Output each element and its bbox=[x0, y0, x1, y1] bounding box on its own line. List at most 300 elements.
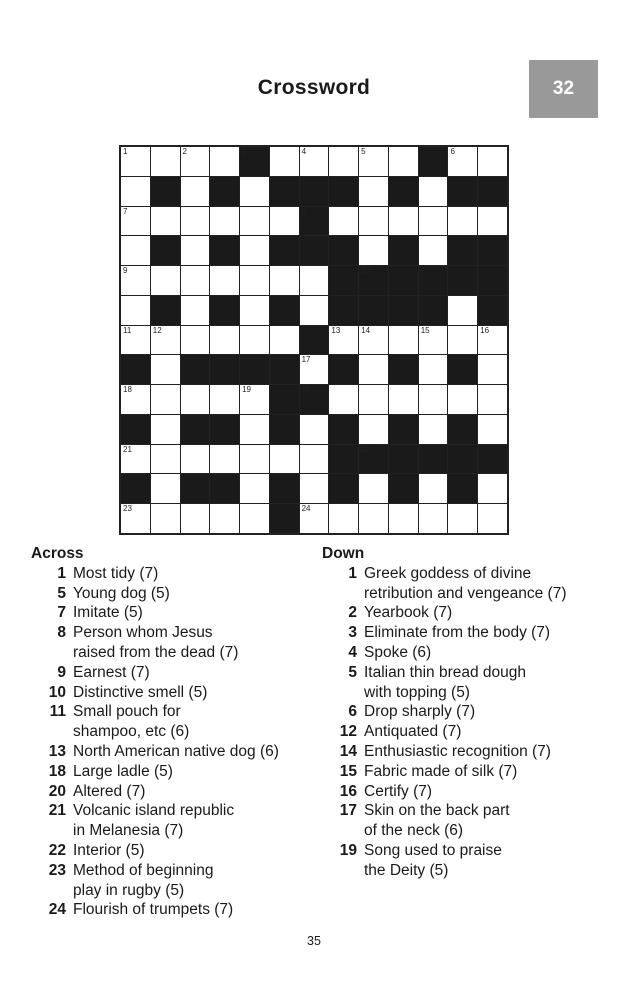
clue-line: Skin on the back part bbox=[364, 802, 510, 820]
clue-text bbox=[364, 841, 622, 881]
clue-line: Most tidy (7) bbox=[73, 564, 159, 582]
black-square bbox=[359, 266, 388, 295]
clue-line: Eliminate from the body (7) bbox=[364, 624, 551, 642]
down-clue bbox=[322, 564, 622, 604]
clue-line: Method of beginning bbox=[73, 861, 214, 879]
grid-cell[interactable] bbox=[181, 236, 210, 265]
clue-line: raised from the dead (7) bbox=[73, 643, 239, 661]
clue-text bbox=[364, 762, 622, 782]
black-square bbox=[121, 474, 150, 503]
grid-cell[interactable] bbox=[300, 266, 329, 295]
clue-number: 17 bbox=[339, 802, 357, 820]
grid-cell[interactable] bbox=[121, 207, 150, 236]
crossword-grid bbox=[119, 145, 509, 535]
grid-cell[interactable] bbox=[300, 474, 329, 503]
black-square bbox=[419, 147, 448, 176]
down-clue bbox=[322, 603, 622, 623]
black-square bbox=[151, 236, 180, 265]
grid-cell[interactable] bbox=[181, 385, 210, 414]
grid-cell[interactable] bbox=[359, 147, 388, 176]
grid-cell[interactable] bbox=[240, 207, 269, 236]
grid-cell[interactable] bbox=[151, 207, 180, 236]
grid-cell[interactable] bbox=[270, 445, 299, 474]
grid-cell[interactable] bbox=[210, 266, 239, 295]
clue-number: 19 bbox=[339, 841, 357, 859]
clue-number: 15 bbox=[339, 762, 357, 780]
clue-line: Drop sharply (7) bbox=[364, 703, 476, 721]
clue-line: Yearbook (7) bbox=[364, 604, 453, 622]
across-clue bbox=[31, 584, 321, 604]
clue-text bbox=[364, 603, 622, 623]
clue-number: 11 bbox=[49, 703, 66, 721]
grid-cell[interactable] bbox=[478, 504, 507, 533]
clue-number: 24 bbox=[48, 901, 66, 919]
clue-line: retribution and vengeance (7) bbox=[364, 584, 567, 602]
grid-cell[interactable] bbox=[448, 504, 477, 533]
grid-cell[interactable] bbox=[448, 385, 477, 414]
black-square bbox=[300, 385, 329, 414]
grid-cell[interactable] bbox=[419, 504, 448, 533]
clue-line: Antiquated (7) bbox=[364, 723, 462, 741]
grid-cell[interactable] bbox=[240, 326, 269, 355]
down-clue bbox=[322, 663, 622, 703]
black-square bbox=[329, 474, 358, 503]
grid-cell[interactable] bbox=[151, 326, 180, 355]
cell-number: 15 bbox=[420, 325, 430, 335]
grid-cell[interactable] bbox=[121, 445, 150, 474]
black-square bbox=[478, 296, 507, 325]
black-square bbox=[478, 266, 507, 295]
cell-number: 10 bbox=[361, 266, 371, 276]
grid-cell[interactable] bbox=[210, 445, 239, 474]
grid-cell[interactable] bbox=[151, 445, 180, 474]
grid-cell[interactable] bbox=[121, 385, 150, 414]
clue-line: Italian thin bread dough bbox=[364, 663, 527, 681]
cell-number: 21 bbox=[123, 444, 132, 454]
black-square bbox=[210, 415, 239, 444]
black-square bbox=[210, 474, 239, 503]
clue-text bbox=[73, 603, 321, 623]
grid-cell[interactable] bbox=[389, 207, 418, 236]
black-square bbox=[210, 236, 239, 265]
cell-number: 9 bbox=[123, 266, 128, 276]
clue-number: 2 bbox=[348, 604, 357, 622]
grid-cell[interactable] bbox=[300, 504, 329, 533]
clue-number: 12 bbox=[339, 723, 357, 741]
black-square bbox=[478, 445, 507, 474]
grid-cell[interactable] bbox=[478, 207, 507, 236]
grid-cell[interactable] bbox=[181, 504, 210, 533]
black-square bbox=[121, 355, 150, 384]
black-square bbox=[419, 296, 448, 325]
black-square bbox=[270, 385, 299, 414]
cell-number: 4 bbox=[301, 147, 307, 156]
grid-cell[interactable] bbox=[359, 504, 388, 533]
down-clue bbox=[322, 643, 622, 663]
clue-text bbox=[73, 584, 321, 604]
clue-text bbox=[364, 782, 622, 802]
grid-cell[interactable] bbox=[389, 385, 418, 414]
black-square bbox=[270, 177, 299, 206]
clue-line: Greek goddess of divine bbox=[364, 564, 532, 582]
grid-cell[interactable] bbox=[210, 207, 239, 236]
clue-line: Distinctive smell (5) bbox=[73, 683, 208, 701]
black-square bbox=[329, 236, 358, 265]
grid-cell[interactable] bbox=[240, 236, 269, 265]
grid-cell[interactable] bbox=[419, 415, 448, 444]
grid-cell[interactable] bbox=[300, 415, 329, 444]
grid-cell[interactable] bbox=[151, 147, 180, 176]
clue-text bbox=[364, 564, 622, 604]
cell-number: 6 bbox=[450, 147, 455, 156]
across-clue bbox=[31, 663, 321, 683]
grid-cell[interactable] bbox=[181, 177, 210, 206]
cell-number: 20 bbox=[301, 385, 311, 395]
grid-cell[interactable] bbox=[181, 266, 210, 295]
down-clue bbox=[322, 762, 622, 782]
black-square bbox=[210, 296, 239, 325]
clue-line: Young dog (5) bbox=[73, 584, 170, 602]
black-square bbox=[448, 445, 477, 474]
down-clue bbox=[322, 801, 622, 841]
black-square bbox=[270, 474, 299, 503]
clue-line: Large ladle (5) bbox=[73, 762, 173, 780]
grid-cell[interactable] bbox=[300, 355, 329, 384]
grid-cell[interactable] bbox=[419, 355, 448, 384]
grid-cell[interactable] bbox=[270, 326, 299, 355]
clue-text bbox=[73, 762, 321, 782]
black-square bbox=[389, 355, 418, 384]
clue-line: with topping (5) bbox=[364, 683, 470, 701]
clue-number: 1 bbox=[57, 564, 66, 582]
clue-number: 21 bbox=[48, 802, 66, 820]
clue-number: 13 bbox=[48, 742, 66, 760]
grid-cell[interactable] bbox=[181, 207, 210, 236]
grid-cell[interactable] bbox=[181, 147, 210, 176]
clue-number: 1 bbox=[348, 564, 357, 582]
grid-cell[interactable] bbox=[181, 296, 210, 325]
clue-line: North American native dog (6) bbox=[73, 742, 279, 760]
black-square bbox=[300, 236, 329, 265]
cell-number: 3 bbox=[242, 147, 247, 156]
grid-cell[interactable] bbox=[121, 326, 150, 355]
grid-cell[interactable] bbox=[359, 415, 388, 444]
clue-text bbox=[364, 623, 622, 643]
grid-cell[interactable] bbox=[359, 326, 388, 355]
black-square bbox=[448, 266, 477, 295]
clue-number: 5 bbox=[57, 584, 66, 602]
grid-cell[interactable] bbox=[240, 177, 269, 206]
black-square bbox=[329, 355, 358, 384]
black-square bbox=[270, 415, 299, 444]
cell-number: 16 bbox=[480, 325, 490, 335]
grid-cell[interactable] bbox=[240, 266, 269, 295]
grid-cell[interactable] bbox=[448, 326, 477, 355]
grid-cell[interactable] bbox=[359, 236, 388, 265]
clue-line: play in rugby (5) bbox=[73, 881, 185, 899]
grid-cell[interactable] bbox=[240, 296, 269, 325]
clue-text bbox=[364, 801, 622, 841]
grid-cell[interactable] bbox=[270, 266, 299, 295]
cell-number: 19 bbox=[242, 385, 251, 395]
clue-line: Spoke (6) bbox=[364, 643, 432, 661]
clue-number: 9 bbox=[57, 663, 66, 681]
cell-number: 2 bbox=[182, 147, 187, 156]
black-square bbox=[151, 177, 180, 206]
grid-cell[interactable] bbox=[181, 326, 210, 355]
grid-cell[interactable] bbox=[448, 207, 477, 236]
down-clue-list bbox=[322, 564, 622, 881]
black-square bbox=[448, 236, 477, 265]
black-square bbox=[419, 266, 448, 295]
clue-line: of the neck (6) bbox=[364, 822, 464, 840]
clue-text bbox=[73, 900, 321, 920]
grid-cell[interactable] bbox=[151, 266, 180, 295]
grid-cell[interactable] bbox=[240, 474, 269, 503]
clue-text bbox=[73, 801, 321, 841]
grid-cell[interactable] bbox=[151, 355, 180, 384]
grid-cell[interactable] bbox=[240, 445, 269, 474]
grid-cell[interactable] bbox=[329, 385, 358, 414]
cell-number: 8 bbox=[301, 206, 307, 216]
clue-line: Small pouch for bbox=[73, 703, 181, 721]
puzzle-number-badge: 32 bbox=[529, 60, 598, 118]
black-square bbox=[210, 355, 239, 384]
grid-cell[interactable] bbox=[329, 207, 358, 236]
clue-number: 5 bbox=[348, 663, 357, 681]
grid-cell[interactable] bbox=[478, 385, 507, 414]
across-clue bbox=[31, 702, 321, 742]
cell-number: 13 bbox=[331, 325, 341, 335]
across-clue-list bbox=[31, 564, 321, 920]
clue-line: Enthusiastic recognition (7) bbox=[364, 742, 551, 760]
grid-cell[interactable] bbox=[419, 207, 448, 236]
across-clue bbox=[31, 782, 321, 802]
black-square bbox=[329, 445, 358, 474]
grid-cell[interactable] bbox=[419, 385, 448, 414]
cell-number: 1 bbox=[123, 147, 128, 156]
clue-number: 10 bbox=[48, 683, 66, 701]
grid-cell[interactable] bbox=[419, 177, 448, 206]
grid-cell[interactable] bbox=[389, 504, 418, 533]
cell-number: 7 bbox=[123, 206, 128, 216]
cell-number: 22 bbox=[361, 444, 371, 454]
black-square bbox=[389, 415, 418, 444]
across-clue bbox=[31, 861, 321, 901]
grid-cell[interactable] bbox=[121, 147, 150, 176]
down-clue bbox=[322, 841, 622, 881]
grid-cell[interactable] bbox=[448, 147, 477, 176]
grid-cell[interactable] bbox=[121, 296, 150, 325]
clue-number: 16 bbox=[339, 782, 357, 800]
grid-cell[interactable] bbox=[210, 147, 239, 176]
black-square bbox=[389, 296, 418, 325]
grid-cell[interactable] bbox=[210, 504, 239, 533]
grid-cell[interactable] bbox=[359, 355, 388, 384]
grid-cell[interactable] bbox=[210, 326, 239, 355]
black-square bbox=[300, 207, 329, 236]
clue-number: 6 bbox=[348, 703, 357, 721]
clue-line: Fabric made of silk (7) bbox=[364, 762, 518, 780]
black-square bbox=[389, 474, 418, 503]
clue-text bbox=[73, 702, 321, 742]
grid-cell[interactable] bbox=[478, 474, 507, 503]
clue-line: in Melanesia (7) bbox=[73, 822, 184, 840]
clue-text bbox=[364, 742, 622, 762]
grid-cell[interactable] bbox=[121, 177, 150, 206]
clue-line: Altered (7) bbox=[73, 782, 146, 800]
grid-cell[interactable] bbox=[478, 147, 507, 176]
black-square bbox=[270, 236, 299, 265]
black-square bbox=[329, 177, 358, 206]
cell-number: 14 bbox=[361, 325, 371, 335]
grid-cell[interactable] bbox=[121, 504, 150, 533]
grid-cell[interactable] bbox=[121, 236, 150, 265]
clue-number: 7 bbox=[57, 604, 66, 622]
black-square bbox=[270, 355, 299, 384]
grid-cell[interactable] bbox=[151, 504, 180, 533]
clue-text bbox=[364, 702, 622, 722]
across-clues bbox=[31, 544, 321, 920]
clue-text bbox=[73, 663, 321, 683]
cell-number: 24 bbox=[301, 504, 311, 514]
grid-cell[interactable] bbox=[329, 147, 358, 176]
across-clue bbox=[31, 564, 321, 584]
across-clue bbox=[31, 742, 321, 762]
black-square bbox=[448, 415, 477, 444]
clue-text bbox=[364, 663, 622, 703]
grid-cell[interactable] bbox=[478, 326, 507, 355]
clue-number: 14 bbox=[339, 742, 357, 760]
grid-cell[interactable] bbox=[181, 445, 210, 474]
clue-line: Flourish of trumpets (7) bbox=[73, 901, 234, 919]
grid-cell[interactable] bbox=[270, 147, 299, 176]
grid-cell[interactable] bbox=[121, 266, 150, 295]
grid-cell[interactable] bbox=[240, 385, 269, 414]
clue-line: Interior (5) bbox=[73, 841, 145, 859]
down-clue bbox=[322, 623, 622, 643]
clue-number: 20 bbox=[48, 782, 66, 800]
grid-cell[interactable] bbox=[270, 207, 299, 236]
clue-number: 4 bbox=[348, 643, 357, 661]
black-square bbox=[359, 445, 388, 474]
across-heading: Across bbox=[31, 545, 84, 562]
clue-number: 8 bbox=[57, 624, 66, 642]
across-clue bbox=[31, 900, 321, 920]
grid-cell[interactable] bbox=[300, 147, 329, 176]
black-square bbox=[389, 236, 418, 265]
grid-cell[interactable] bbox=[240, 415, 269, 444]
cell-number: 11 bbox=[123, 325, 132, 335]
cell-number: 5 bbox=[361, 147, 366, 156]
black-square bbox=[419, 445, 448, 474]
across-clue bbox=[31, 623, 321, 663]
clue-line: Imitate (5) bbox=[73, 604, 143, 622]
clue-text bbox=[73, 623, 321, 663]
grid-cell[interactable] bbox=[329, 326, 358, 355]
clue-text bbox=[73, 683, 321, 703]
clue-line: Song used to praise bbox=[364, 841, 502, 859]
black-square bbox=[448, 474, 477, 503]
black-square bbox=[329, 415, 358, 444]
clue-line: the Deity (5) bbox=[364, 861, 449, 879]
clue-text bbox=[364, 722, 622, 742]
grid-cell[interactable] bbox=[419, 326, 448, 355]
down-clue bbox=[322, 782, 622, 802]
black-square bbox=[300, 177, 329, 206]
grid-cell[interactable] bbox=[478, 355, 507, 384]
clue-text bbox=[364, 643, 622, 663]
grid-cell[interactable] bbox=[329, 504, 358, 533]
grid-cell[interactable] bbox=[210, 385, 239, 414]
clue-number: 23 bbox=[48, 861, 66, 879]
black-square bbox=[240, 147, 269, 176]
clue-number: 3 bbox=[348, 624, 357, 642]
black-square bbox=[359, 296, 388, 325]
black-square bbox=[181, 415, 210, 444]
grid-cell[interactable] bbox=[359, 474, 388, 503]
black-square bbox=[240, 355, 269, 384]
down-clue bbox=[322, 742, 622, 762]
grid-cell[interactable] bbox=[151, 474, 180, 503]
down-heading: Down bbox=[322, 545, 365, 562]
clue-line: Person whom Jesus bbox=[73, 624, 213, 642]
grid-cell[interactable] bbox=[389, 326, 418, 355]
page-number: 35 bbox=[307, 934, 321, 948]
cell-number: 17 bbox=[301, 355, 311, 365]
black-square bbox=[121, 415, 150, 444]
across-clue bbox=[31, 603, 321, 623]
down-clue bbox=[322, 722, 622, 742]
clue-text bbox=[73, 564, 321, 584]
cell-number: 12 bbox=[152, 325, 162, 335]
grid-cell[interactable] bbox=[389, 147, 418, 176]
grid-cell[interactable] bbox=[240, 504, 269, 533]
grid-cell[interactable] bbox=[478, 415, 507, 444]
cell-number: 23 bbox=[123, 504, 132, 514]
down-clues bbox=[322, 544, 622, 881]
clue-number: 22 bbox=[48, 841, 66, 859]
clue-line: Earnest (7) bbox=[73, 663, 150, 681]
black-square bbox=[329, 296, 358, 325]
black-square bbox=[329, 266, 358, 295]
grid-cell[interactable] bbox=[151, 385, 180, 414]
black-square bbox=[151, 296, 180, 325]
black-square bbox=[448, 177, 477, 206]
black-square bbox=[448, 355, 477, 384]
cell-number: 18 bbox=[123, 385, 132, 395]
clue-line: Certify (7) bbox=[364, 782, 433, 800]
black-square bbox=[389, 445, 418, 474]
grid-cell[interactable] bbox=[359, 207, 388, 236]
grid-cell[interactable] bbox=[300, 296, 329, 325]
grid-cell[interactable] bbox=[300, 445, 329, 474]
grid-cell[interactable] bbox=[359, 385, 388, 414]
grid-cell[interactable] bbox=[419, 474, 448, 503]
clue-text bbox=[73, 861, 321, 901]
grid-cell[interactable] bbox=[448, 296, 477, 325]
down-clue bbox=[322, 702, 622, 722]
grid-cell[interactable] bbox=[359, 177, 388, 206]
across-clue bbox=[31, 762, 321, 782]
black-square bbox=[478, 236, 507, 265]
across-clue bbox=[31, 841, 321, 861]
clue-text bbox=[73, 782, 321, 802]
grid-cell[interactable] bbox=[419, 236, 448, 265]
black-square bbox=[181, 474, 210, 503]
black-square bbox=[270, 504, 299, 533]
grid-cell[interactable] bbox=[151, 415, 180, 444]
